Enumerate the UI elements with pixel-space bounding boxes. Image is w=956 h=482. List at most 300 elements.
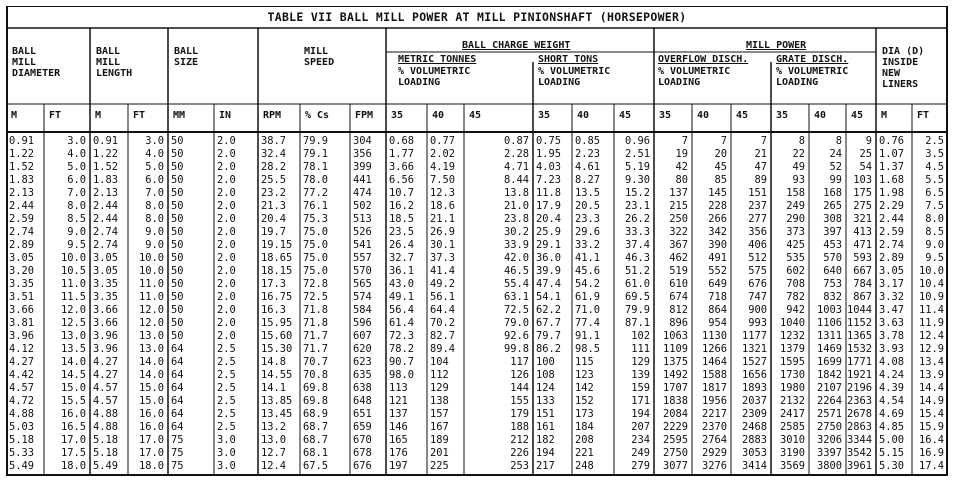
table-cell: 535 xyxy=(786,252,805,264)
table-cell: 23.3 xyxy=(575,213,601,225)
table-cell: 10.0 xyxy=(138,252,164,264)
table-cell: 7 xyxy=(681,135,688,147)
table-cell: 2.59 xyxy=(9,213,35,225)
table-cell: 64 xyxy=(171,356,184,368)
table-cell: 2.5 xyxy=(217,369,236,381)
table-cell: 406 xyxy=(748,239,767,251)
table-cell: 17.0 xyxy=(138,447,164,459)
table-cell: 1893 xyxy=(741,382,767,394)
table-cell: 253 xyxy=(510,460,529,472)
table-cell: 29.1 xyxy=(536,239,562,251)
table-cell: 64 xyxy=(171,369,184,381)
table-cell: 356 xyxy=(748,226,767,238)
table-cell: 22 xyxy=(792,148,805,160)
table-cell: 552 xyxy=(708,265,727,277)
table-cell: 20.5 xyxy=(575,200,601,212)
table-cell: 3.35 xyxy=(93,278,119,290)
table-cell: 1266 xyxy=(701,343,727,355)
table-cell: 50 xyxy=(171,252,184,264)
table-cell: 17.3 xyxy=(261,278,287,290)
table-cell: 161 xyxy=(536,421,555,433)
table-cell: 0.85 xyxy=(575,135,601,147)
table-cell: 541 xyxy=(353,239,372,251)
table-cell: 290 xyxy=(786,213,805,225)
table-cell: 3.35 xyxy=(93,291,119,303)
table-cell: 4.88 xyxy=(93,408,119,420)
table-cell: 15.0 xyxy=(60,382,86,394)
table-cell: 78.2 xyxy=(389,343,415,355)
table-cell: 16.3 xyxy=(261,304,287,316)
table-cell: 237 xyxy=(748,200,767,212)
table-cell: 3.17 xyxy=(879,278,905,290)
table-cell: 36.0 xyxy=(536,252,562,264)
table-cell: 21.0 xyxy=(503,200,529,212)
table-cell: 12.3 xyxy=(430,187,456,199)
table-cell: 49.1 xyxy=(389,291,415,303)
table-cell: 71.0 xyxy=(575,304,601,316)
table-cell: 182 xyxy=(536,434,555,446)
table-cell: 16.4 xyxy=(918,434,944,446)
table-cell: 8.0 xyxy=(145,213,164,225)
unit-label: IN xyxy=(219,110,232,121)
table-cell: 596 xyxy=(353,317,372,329)
table-cell: 139 xyxy=(631,369,650,381)
table-cell: 1817 xyxy=(701,382,727,394)
table-cell: 62.2 xyxy=(536,304,562,316)
table-cell: 70.8 xyxy=(303,369,329,381)
table-cell: 304 xyxy=(353,135,372,147)
header-short-tons: SHORT TONS xyxy=(538,54,599,65)
table-cell: 50 xyxy=(171,239,184,251)
table-cell: 1130 xyxy=(701,330,727,342)
table-cell: 137 xyxy=(389,408,408,420)
table-cell: 50 xyxy=(171,226,184,238)
table-cell: 93 xyxy=(792,174,805,186)
table-cell: 80 xyxy=(675,174,688,186)
table-cell: 42.0 xyxy=(503,252,529,264)
table-cell: 2363 xyxy=(846,395,872,407)
table-cell: 502 xyxy=(353,200,372,212)
table-cell: 208 xyxy=(575,434,594,446)
table-cell: 471 xyxy=(853,239,872,251)
unit-label: 45 xyxy=(469,110,482,121)
table-cell: 11.5 xyxy=(60,291,86,303)
table-cell: 1379 xyxy=(779,343,805,355)
table-cell: 942 xyxy=(786,304,805,316)
table-cell: 10.9 xyxy=(918,291,944,303)
table-cell: 4.0 xyxy=(67,148,86,160)
table-cell: 2883 xyxy=(741,434,767,446)
table-cell: 15.9 xyxy=(918,421,944,433)
table-cell: 19.15 xyxy=(261,239,293,251)
table-cell: 4.57 xyxy=(93,395,119,407)
table-cell: 8 xyxy=(798,135,805,147)
header-vol-loading-grate: % VOLUMETRIC LOADING xyxy=(776,66,849,88)
table-cell: 75.3 xyxy=(303,213,329,225)
table-cell: 1464 xyxy=(701,356,727,368)
unit-label: M xyxy=(95,110,102,121)
table-cell: 15.30 xyxy=(261,343,293,355)
table-cell: 1177 xyxy=(741,330,767,342)
table-cell: 2.0 xyxy=(217,200,236,212)
table-cell: 2.0 xyxy=(217,252,236,264)
table-cell: 2.0 xyxy=(217,148,236,160)
table-cell: 8.27 xyxy=(575,174,601,186)
table-cell: 25.5 xyxy=(261,174,287,186)
table-cell: 1921 xyxy=(846,369,872,381)
table-cell: 133 xyxy=(536,395,555,407)
table-sheet xyxy=(6,6,948,476)
table-cell: 864 xyxy=(708,304,727,316)
header-ball-charge-weight: BALL CHARGE WEIGHT xyxy=(462,40,571,51)
table-cell: 570 xyxy=(823,252,842,264)
table-cell: 1956 xyxy=(701,395,727,407)
table-cell: 158 xyxy=(786,187,805,199)
table-cell: 50 xyxy=(171,200,184,212)
table-cell: 207 xyxy=(631,421,650,433)
table-cell: 90.7 xyxy=(389,356,415,368)
table-cell: 92.6 xyxy=(503,330,529,342)
table-cell: 82.7 xyxy=(430,330,456,342)
table-cell: 24 xyxy=(829,148,842,160)
table-cell: 10.7 xyxy=(389,187,415,199)
table-cell: 13.0 xyxy=(138,330,164,342)
table-cell: 1.07 xyxy=(879,148,905,160)
table-cell: 75.0 xyxy=(303,252,329,264)
table-cell: 397 xyxy=(823,226,842,238)
table-cell: 648 xyxy=(353,395,372,407)
table-cell: 54.2 xyxy=(575,278,601,290)
table-cell: 3.0 xyxy=(217,447,236,459)
table-cell: 5.0 xyxy=(67,161,86,173)
table-cell: 5.03 xyxy=(9,421,35,433)
table-cell: 2.29 xyxy=(879,200,905,212)
table-cell: 3542 xyxy=(846,447,872,459)
table-cell: 226 xyxy=(510,447,529,459)
header-vol-loading-short: % VOLUMETRIC LOADING xyxy=(538,66,611,88)
table-cell: 61.0 xyxy=(624,278,650,290)
table-cell: 8.5 xyxy=(67,213,86,225)
table-cell: 2.89 xyxy=(879,252,905,264)
table-cell: 173 xyxy=(575,408,594,420)
table-cell: 2750 xyxy=(816,421,842,433)
table-cell: 3961 xyxy=(846,460,872,472)
table-cell: 2084 xyxy=(662,408,688,420)
table-cell: 12.5 xyxy=(60,317,86,329)
table-cell: 21.3 xyxy=(261,200,287,212)
table-cell: 91.1 xyxy=(575,330,601,342)
table-cell: 70.2 xyxy=(430,317,456,329)
table-cell: 367 xyxy=(669,239,688,251)
table-cell: 19.7 xyxy=(261,226,287,238)
table-cell: 99.8 xyxy=(503,343,529,355)
table-cell: 277 xyxy=(748,213,767,225)
table-cell: 2.5 xyxy=(925,135,944,147)
table-cell: 5.18 xyxy=(9,434,35,446)
table-cell: 4.54 xyxy=(879,395,905,407)
table-cell: 3.05 xyxy=(9,252,35,264)
table-cell: 16.5 xyxy=(60,421,86,433)
table-cell: 266 xyxy=(708,213,727,225)
table-cell: 1311 xyxy=(816,330,842,342)
table-cell: 356 xyxy=(353,148,372,160)
table-cell: 54 xyxy=(859,161,872,173)
table-cell: 1.52 xyxy=(93,161,119,173)
table-cell: 159 xyxy=(631,382,650,394)
table-cell: 10.0 xyxy=(138,265,164,277)
table-cell: 194 xyxy=(631,408,650,420)
table-cell: 56.4 xyxy=(389,304,415,316)
table-cell: 275 xyxy=(853,200,872,212)
table-cell: 71.7 xyxy=(303,330,329,342)
table-cell: 1044 xyxy=(846,304,872,316)
table-cell: 2.89 xyxy=(9,239,35,251)
table-cell: 14.55 xyxy=(261,369,293,381)
table-cell: 12.4 xyxy=(261,460,287,472)
table-cell: 2037 xyxy=(741,395,767,407)
table-cell: 1152 xyxy=(846,317,872,329)
table-cell: 16.0 xyxy=(138,421,164,433)
table-cell: 249 xyxy=(786,200,805,212)
table-cell: 342 xyxy=(708,226,727,238)
table-cell: 640 xyxy=(823,265,842,277)
table-cell: 20 xyxy=(714,148,727,160)
table-cell: 189 xyxy=(430,434,449,446)
table-cell: 64 xyxy=(171,395,184,407)
table-cell: 51.2 xyxy=(624,265,650,277)
table-cell: 86.2 xyxy=(536,343,562,355)
table-cell: 75 xyxy=(171,447,184,459)
table-cell: 78.1 xyxy=(303,161,329,173)
table-cell: 4.85 xyxy=(879,421,905,433)
table-cell: 584 xyxy=(353,304,372,316)
table-cell: 46.3 xyxy=(624,252,650,264)
table-cell: 3.35 xyxy=(9,278,35,290)
table-cell: 3397 xyxy=(816,447,842,459)
table-cell: 72.3 xyxy=(389,330,415,342)
table-cell: 5.18 xyxy=(93,434,119,446)
table-cell: 215 xyxy=(669,200,688,212)
table-cell: 678 xyxy=(353,447,372,459)
table-cell: 184 xyxy=(575,421,594,433)
table-cell: 2229 xyxy=(662,421,688,433)
table-cell: 6.0 xyxy=(67,174,86,186)
table-cell: 8.5 xyxy=(925,226,944,238)
table-cell: 7.50 xyxy=(430,174,456,186)
table-cell: 13.0 xyxy=(60,330,86,342)
table-cell: 4.88 xyxy=(9,408,35,420)
table-cell: 197 xyxy=(389,460,408,472)
table-cell: 1232 xyxy=(779,330,805,342)
table-cell: 1375 xyxy=(662,356,688,368)
table-cell: 17.0 xyxy=(60,434,86,446)
table-cell: 14.9 xyxy=(918,395,944,407)
table-cell: 15.4 xyxy=(918,408,944,420)
table-cell: 50 xyxy=(171,213,184,225)
table-cell: 20.4 xyxy=(261,213,287,225)
table-cell: 228 xyxy=(708,200,727,212)
table-cell: 29.6 xyxy=(575,226,601,238)
table-cell: 17.4 xyxy=(918,460,944,472)
table-cell: 3569 xyxy=(779,460,805,472)
table-cell: 832 xyxy=(823,291,842,303)
table-cell: 4.61 xyxy=(575,161,601,173)
table-cell: 7.5 xyxy=(925,200,944,212)
table-cell: 3190 xyxy=(779,447,805,459)
table-cell: 54.1 xyxy=(536,291,562,303)
table-cell: 32.4 xyxy=(261,148,287,160)
table-cell: 526 xyxy=(353,226,372,238)
table-cell: 812 xyxy=(669,304,688,316)
table-cell: 321 xyxy=(853,213,872,225)
table-cell: 1588 xyxy=(701,369,727,381)
table-cell: 11.0 xyxy=(138,278,164,290)
table-cell: 137 xyxy=(669,187,688,199)
table-cell: 575 xyxy=(748,265,767,277)
table-cell: 462 xyxy=(669,252,688,264)
table-cell: 4.71 xyxy=(503,161,529,173)
table-cell: 2.5 xyxy=(217,408,236,420)
table-cell: 2217 xyxy=(701,408,727,420)
table-cell: 2585 xyxy=(779,421,805,433)
table-cell: 17.0 xyxy=(138,434,164,446)
table-cell: 2571 xyxy=(816,408,842,420)
table-cell: 32.7 xyxy=(389,252,415,264)
table-cell: 2.0 xyxy=(217,265,236,277)
table-cell: 2.44 xyxy=(93,200,119,212)
table-cell: 25 xyxy=(859,148,872,160)
table-cell: 1707 xyxy=(662,382,688,394)
table-title: TABLE VII BALL MILL POWER AT MILL PINIONSHAFT (HORSEPOWER) xyxy=(267,10,687,24)
table-cell: 954 xyxy=(708,317,727,329)
table-cell: 16.0 xyxy=(138,408,164,420)
table-cell: 21 xyxy=(754,148,767,160)
table-cell: 610 xyxy=(669,278,688,290)
table-cell: 2.0 xyxy=(217,187,236,199)
table-cell: 45.6 xyxy=(575,265,601,277)
table-cell: 64 xyxy=(171,408,184,420)
table-cell: 7.0 xyxy=(67,187,86,199)
table-cell: 3800 xyxy=(816,460,842,472)
table-cell: 2.74 xyxy=(9,226,35,238)
table-cell: 56.1 xyxy=(430,291,456,303)
table-cell: 322 xyxy=(669,226,688,238)
table-cell: 104 xyxy=(430,356,449,368)
table-cell: 77.2 xyxy=(303,187,329,199)
table-cell: 2.74 xyxy=(93,226,119,238)
table-cell: 19 xyxy=(675,148,688,160)
table-cell: 11.9 xyxy=(918,317,944,329)
unit-label: % Cs xyxy=(305,110,330,121)
table-cell: 115 xyxy=(575,356,594,368)
table-cell: 157 xyxy=(430,408,449,420)
table-cell: 1771 xyxy=(846,356,872,368)
table-cell: 41.1 xyxy=(575,252,601,264)
table-cell: 33.3 xyxy=(624,226,650,238)
table-cell: 782 xyxy=(786,291,805,303)
table-cell: 138 xyxy=(430,395,449,407)
table-cell: 87.1 xyxy=(624,317,650,329)
header-ball-size: BALL SIZE xyxy=(174,46,199,68)
table-cell: 194 xyxy=(536,447,555,459)
table-cell: 68.7 xyxy=(303,421,329,433)
unit-label: FT xyxy=(133,110,146,121)
table-cell: 2.5 xyxy=(217,395,236,407)
table-cell: 13.5 xyxy=(60,343,86,355)
table-cell: 16.0 xyxy=(60,408,86,420)
table-cell: 155 xyxy=(510,395,529,407)
table-cell: 3.66 xyxy=(93,317,119,329)
table-cell: 2.0 xyxy=(217,161,236,173)
table-cell: 12.7 xyxy=(261,447,287,459)
table-cell: 76.1 xyxy=(303,200,329,212)
table-cell: 5.49 xyxy=(93,460,119,472)
table-cell: 3.05 xyxy=(93,265,119,277)
table-cell: 98.5 xyxy=(575,343,601,355)
table-cell: 13.0 xyxy=(138,343,164,355)
table-cell: 75.0 xyxy=(303,239,329,251)
table-cell: 2132 xyxy=(779,395,805,407)
table-cell: 2.13 xyxy=(9,187,35,199)
table-cell: 108 xyxy=(536,369,555,381)
table-cell: 1.37 xyxy=(879,161,905,173)
table-cell: 13.4 xyxy=(918,356,944,368)
table-cell: 12.0 xyxy=(138,317,164,329)
table-cell: 13.8 xyxy=(503,187,529,199)
header-dia-inside-new-liners: DIA (D) INSIDE NEW LINERS xyxy=(882,46,925,90)
table-cell: 3.66 xyxy=(389,161,415,173)
table-cell: 100 xyxy=(536,356,555,368)
table-cell: 5.33 xyxy=(9,447,35,459)
header-grate-disch: GRATE DISCH. xyxy=(776,54,849,65)
table-cell: 900 xyxy=(748,304,767,316)
table-cell: 1842 xyxy=(816,369,842,381)
table-cell: 4.72 xyxy=(9,395,35,407)
table-cell: 37.3 xyxy=(430,252,456,264)
table-cell: 4.08 xyxy=(879,356,905,368)
table-cell: 5.49 xyxy=(9,460,35,472)
table-cell: 1.68 xyxy=(879,174,905,186)
table-cell: 15.0 xyxy=(138,395,164,407)
table-cell: 867 xyxy=(853,291,872,303)
table-cell: 212 xyxy=(510,434,529,446)
table-cell: 14.0 xyxy=(138,356,164,368)
table-cell: 747 xyxy=(748,291,767,303)
table-cell: 1063 xyxy=(662,330,688,342)
table-cell: 1492 xyxy=(662,369,688,381)
table-cell: 513 xyxy=(353,213,372,225)
table-cell: 67.7 xyxy=(536,317,562,329)
table-cell: 129 xyxy=(631,356,650,368)
table-cell: 145 xyxy=(708,187,727,199)
table-cell: 79.0 xyxy=(503,317,529,329)
header-overflow-disch: OVERFLOW DISCH. xyxy=(658,54,749,65)
table-cell: 0.75 xyxy=(536,135,562,147)
table-cell: 2.13 xyxy=(93,187,119,199)
table-cell: 3.32 xyxy=(879,291,905,303)
table-cell: 1.83 xyxy=(9,174,35,186)
table-cell: 2417 xyxy=(779,408,805,420)
table-cell: 574 xyxy=(353,291,372,303)
table-cell: 2678 xyxy=(846,408,872,420)
table-cell: 2764 xyxy=(701,434,727,446)
table-cell: 43.0 xyxy=(389,278,415,290)
table-cell: 3.78 xyxy=(879,330,905,342)
table-cell: 69.8 xyxy=(303,395,329,407)
table-cell: 3.51 xyxy=(9,291,35,303)
table-cell: 17.9 xyxy=(536,200,562,212)
unit-label: 35 xyxy=(391,110,404,121)
